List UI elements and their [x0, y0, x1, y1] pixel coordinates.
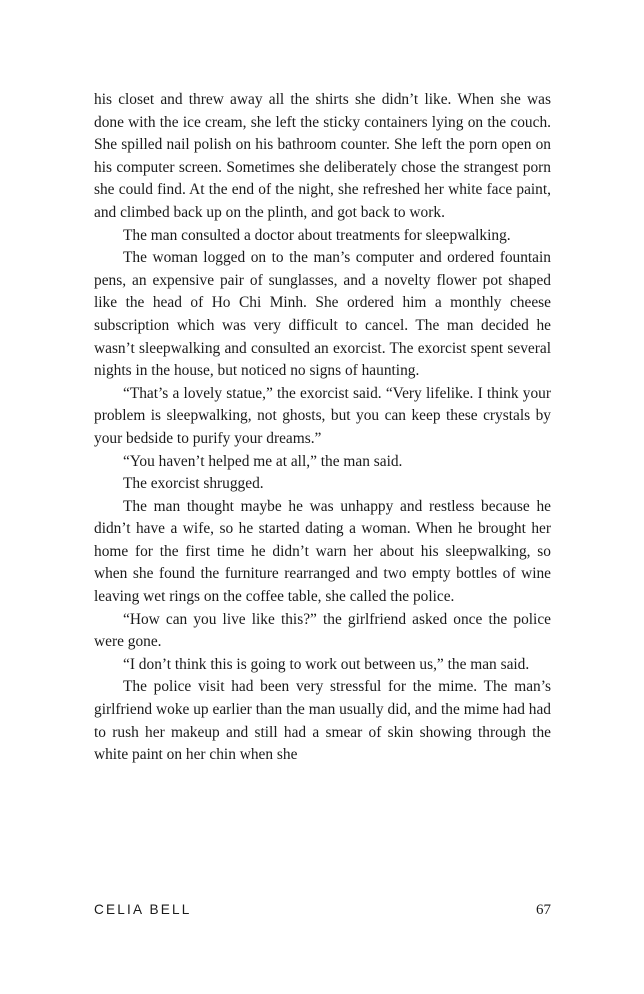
paragraph: his closet and threw away all the shirts she didn’t like. When she was done with the ice cream, she left the sticky containers lying on the couch. She spilled nail polish on his bathroom counter. She left the porn open on his computer screen. Sometimes she deliberately chose the strangest porn she could find. At the end of the night, she refreshed her white face paint, and climbed back up on the plinth, and got back to work.: [94, 91, 551, 221]
paragraph: The man consulted a doctor about treatments for sleepwalking.: [123, 226, 511, 244]
paragraph: “How can you live like this?” the girlfriend asked once the police were gone.: [94, 610, 551, 651]
paragraph: “I don’t think this is going to work out between us,” the man said.: [123, 655, 530, 673]
paragraph: “That’s a lovely statue,” the exorcist said. “Very lifelike. I think your problem is sleepwalking, not ghosts, but you can keep these crystals by your bedside to purify your dreams.”: [94, 384, 551, 447]
page-footer: [94, 900, 551, 922]
paragraph: The man thought maybe he was unhappy and restless because he didn’t have a wife, so he started dating a woman. When he brought her home for the first time he didn’t warn her about his sleepwalking, so when she found the furniture rearranged and two empty bottles of wine leaving wet rings on the coffee table, she called the police.: [94, 497, 551, 606]
page-body: [94, 89, 551, 767]
body-text: [94, 89, 551, 767]
paragraph: The police visit had been very stressful for the mime. The man’s girlfriend woke up earlier than the man usually did, and the mime had had to rush her makeup and still had a smear of skin showing through the white paint on her chin when she: [94, 678, 551, 764]
running-footer-author: CELIA BELL: [94, 902, 192, 917]
paragraph: The exorcist shrugged.: [123, 475, 264, 493]
paragraph: The woman logged on to the man’s computer and ordered fountain pens, an expensive pair of sunglasses, and a novelty flower pot shaped like the head of Ho Chi Minh. She ordered him a monthly cheese subscription which was very difficult to cancel. The man decided he wasn’t sleepwalking and consulted an exorcist. The exorcist spent several nights in the house, but noticed no signs of haunting.: [94, 249, 551, 380]
paragraph: “You haven’t helped me at all,” the man said.: [123, 452, 403, 470]
page-number: 67: [536, 902, 551, 918]
